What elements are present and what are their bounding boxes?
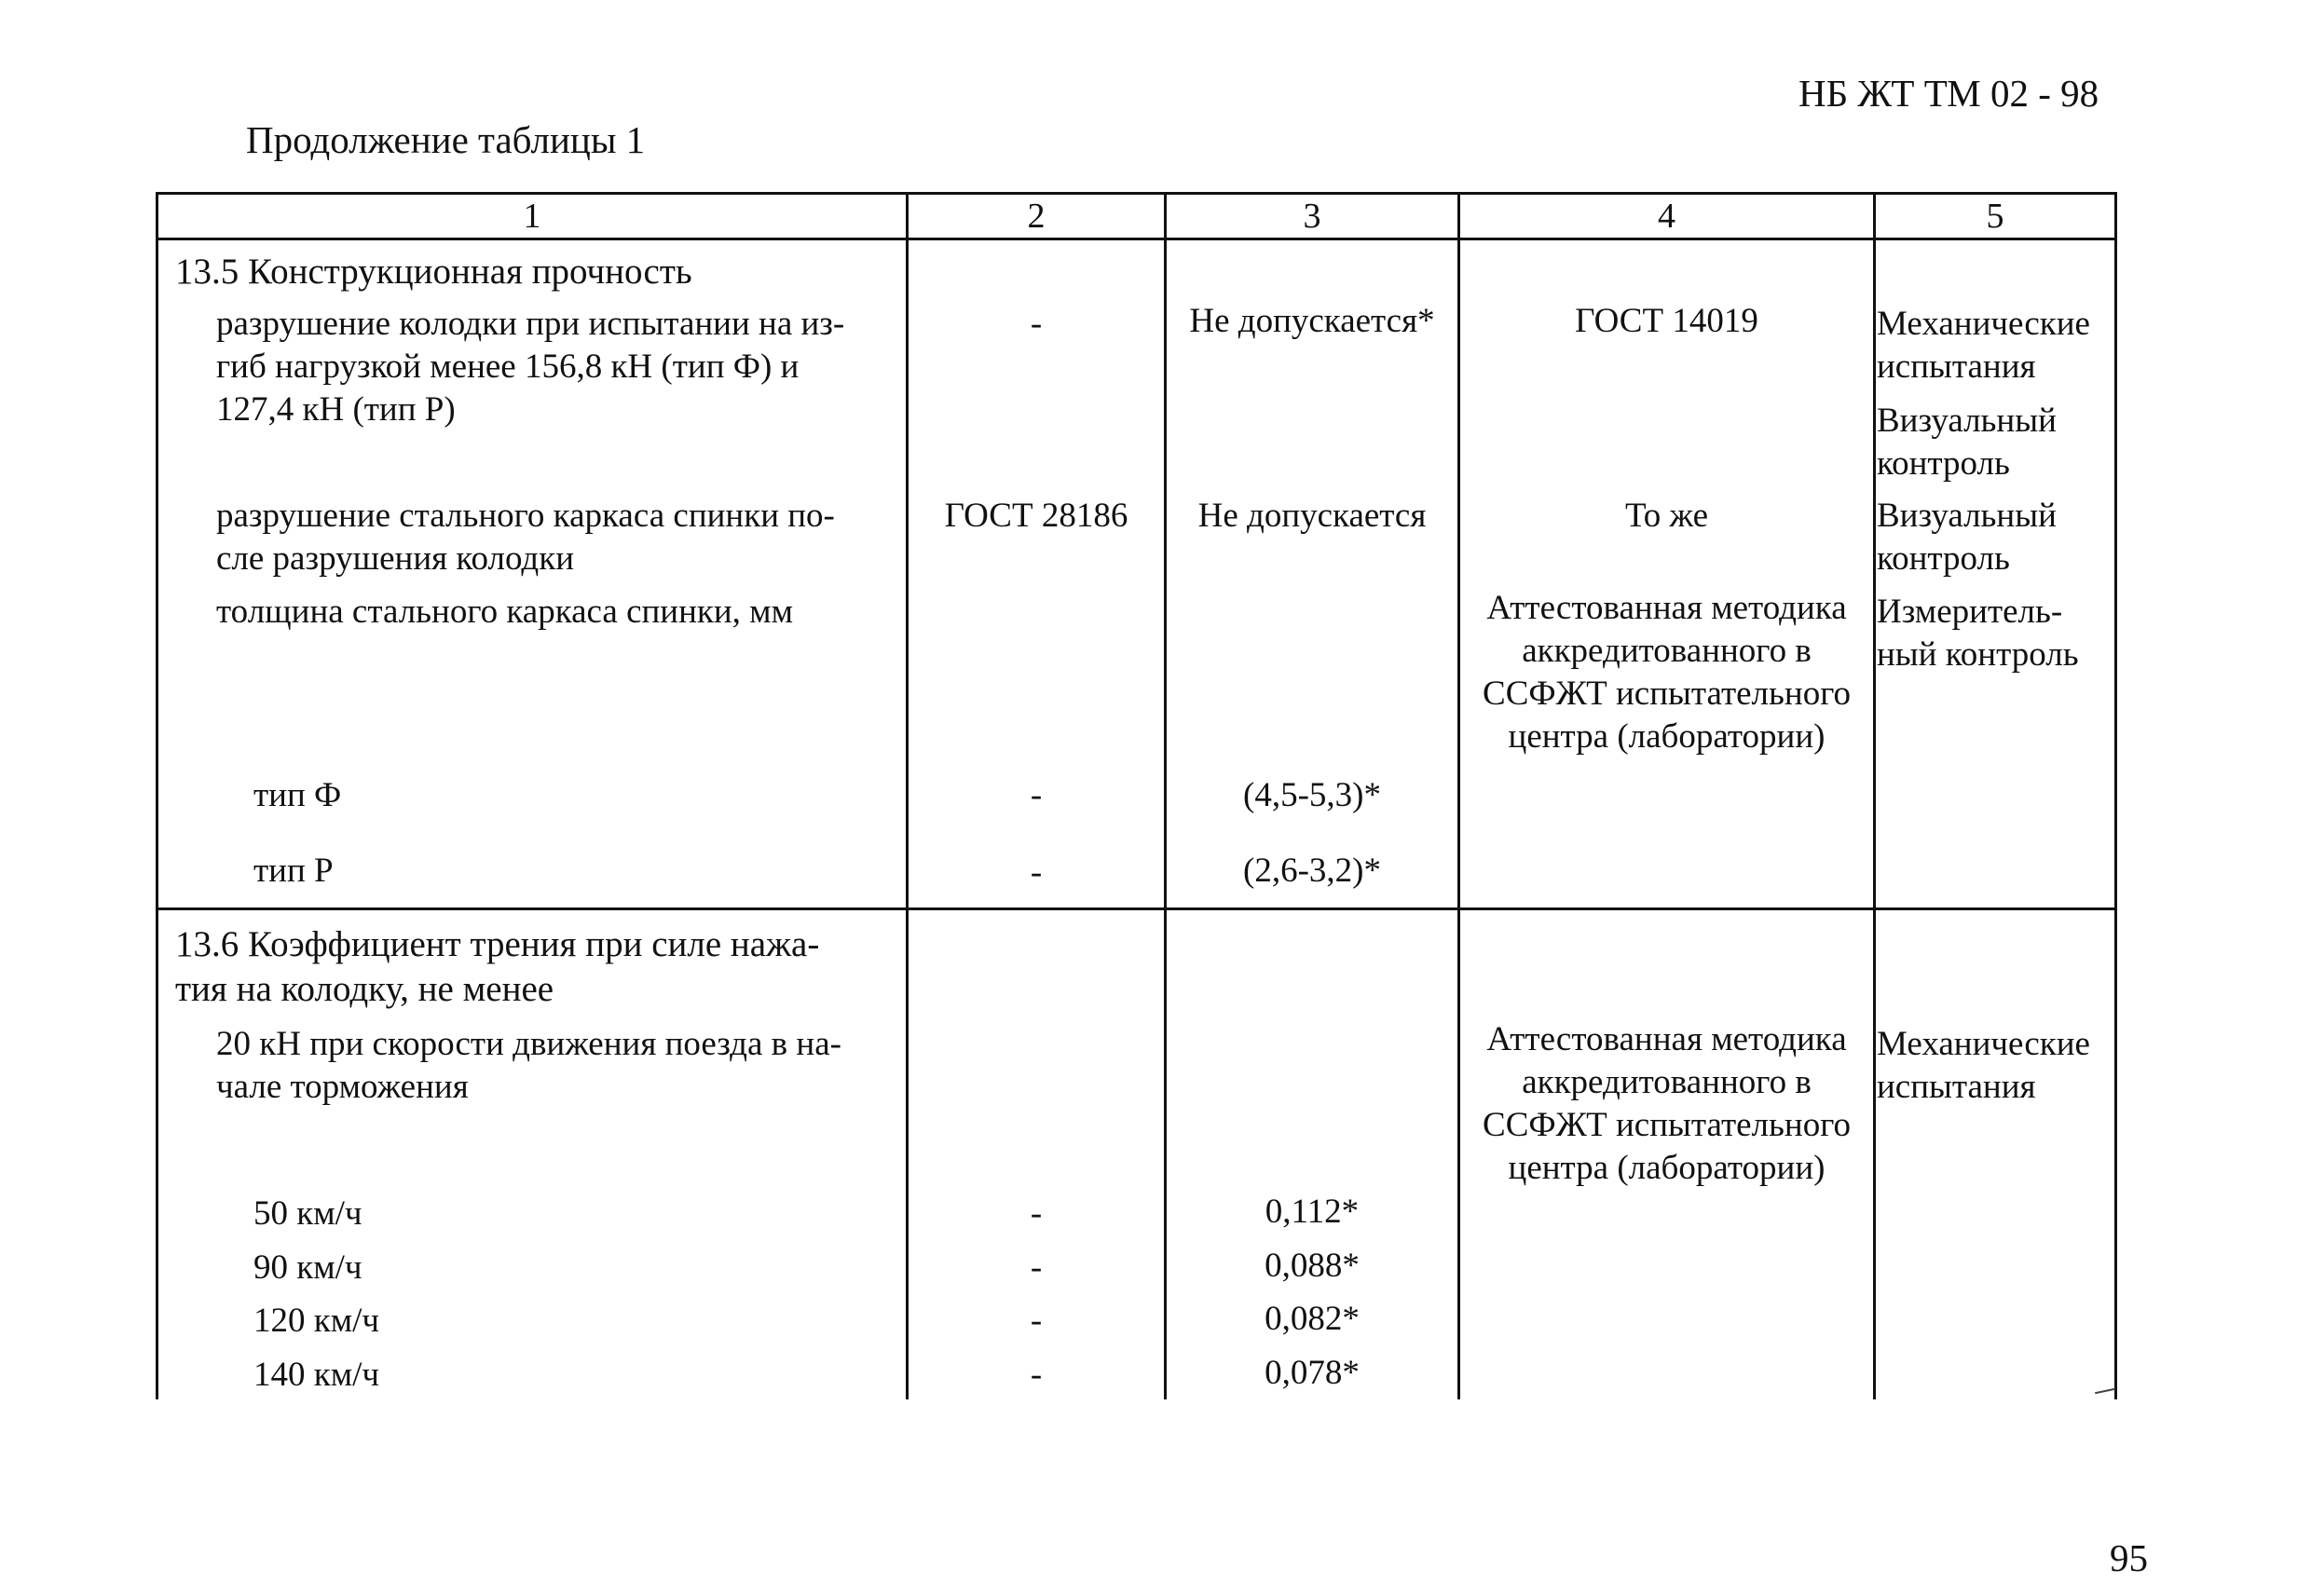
page-number: 95 [2110, 1536, 2148, 1579]
row-label: тип Ф [253, 776, 342, 814]
section-13-6-title: 13.6 Коэффициент трения при силе нажа- [175, 924, 820, 964]
speed-label: 50 км/ч [253, 1194, 362, 1233]
row-label: толщина стального каркаса спинки, мм [216, 593, 794, 631]
cell-col2: - [1030, 776, 1043, 814]
cell-col2: - [1030, 1302, 1043, 1340]
cell-col5: Визуальный [1877, 497, 2057, 535]
cell-col5: контроль [1877, 539, 2010, 578]
row-label: тип Р [253, 852, 334, 890]
cell-col2: - [1030, 305, 1043, 343]
cell-col5: ный контроль [1877, 635, 2079, 674]
row-label: гиб нагрузкой менее 156,8 кН (тип Ф) и [216, 348, 800, 386]
cell-col4: центра (лаборатории) [1508, 717, 1826, 756]
cell-col2: - [1030, 853, 1043, 892]
row-label: разрушение колодки при испытании на из- [216, 305, 845, 343]
cell-col2: - [1030, 1194, 1043, 1233]
header-bottom-border [157, 238, 2117, 240]
cell-col3: Не допускается* [1189, 302, 1435, 340]
cell-col2: - [1030, 1356, 1043, 1394]
cell-col3: (2,6-3,2)* [1243, 852, 1381, 890]
cell-col4: Аттестованная методика [1486, 589, 1847, 627]
cell-col3: 0,082* [1265, 1300, 1360, 1338]
row-label: сле разрушения колодки [216, 539, 575, 578]
cell-col4: То же [1624, 497, 1709, 535]
column-border-3-4 [1457, 192, 1460, 1399]
speed-label: 90 км/ч [253, 1248, 362, 1287]
cell-col4: центра (лаборатории) [1508, 1149, 1826, 1187]
cell-col5: Механические [1877, 1025, 2090, 1063]
column-border-4-5 [1873, 192, 1876, 1399]
document-code: НБ ЖТ ТМ 02 - 98 [1798, 72, 2099, 115]
cell-col4: ССФЖТ испытательного [1483, 675, 1851, 713]
column-number-2: 2 [1027, 197, 1046, 236]
cell-col4: аккредитованного в [1522, 1063, 1812, 1101]
scan-mark [2095, 1388, 2115, 1395]
cell-col5: Механические [1877, 305, 2090, 343]
speed-label: 120 км/ч [253, 1302, 380, 1340]
column-number-1: 1 [523, 197, 541, 236]
table-caption: Продолжение таблицы 1 [246, 118, 646, 161]
cell-col2: ГОСТ 28186 [944, 497, 1128, 535]
cell-col4: Аттестованная методика [1486, 1020, 1847, 1058]
cell-col4: ГОСТ 14019 [1575, 302, 1758, 340]
column-border-right [2114, 192, 2117, 1399]
row-label: 20 кН при скорости движения поезда в на- [216, 1025, 841, 1063]
section-13-5-title: 13.5 Конструкционная прочность [175, 252, 692, 292]
cell-col3: (4,5-5,3)* [1243, 776, 1381, 814]
cell-col4: аккредитованного в [1522, 632, 1812, 670]
row-label: разрушение стального каркаса спинки по- [216, 497, 835, 535]
row-label: 127,4 кН (тип Р) [216, 390, 456, 429]
cell-col3: 0,078* [1265, 1354, 1360, 1392]
cell-col3: 0,112* [1265, 1193, 1360, 1231]
speed-label: 140 км/ч [253, 1356, 380, 1394]
cell-col5: Визуальный [1877, 402, 2057, 440]
cell-col3: 0,088* [1265, 1247, 1360, 1285]
cell-col2: - [1030, 1248, 1043, 1287]
cell-col5: испытания [1877, 348, 2036, 386]
cell-col5: контроль [1877, 444, 2010, 483]
column-number-4: 4 [1658, 197, 1675, 236]
section-divider [157, 907, 2117, 910]
column-number-5: 5 [1986, 197, 2004, 236]
cell-col4: ССФЖТ испытательного [1483, 1106, 1851, 1144]
section-13-6-title: тия на колодку, не менее [175, 969, 554, 1009]
column-border-left [156, 192, 158, 1399]
cell-col5: испытания [1877, 1068, 2036, 1106]
row-label: чале торможения [216, 1068, 469, 1106]
cell-col5: Измеритель- [1877, 593, 2063, 631]
column-number-3: 3 [1303, 197, 1321, 236]
cell-col3: Не допускается [1197, 497, 1427, 535]
